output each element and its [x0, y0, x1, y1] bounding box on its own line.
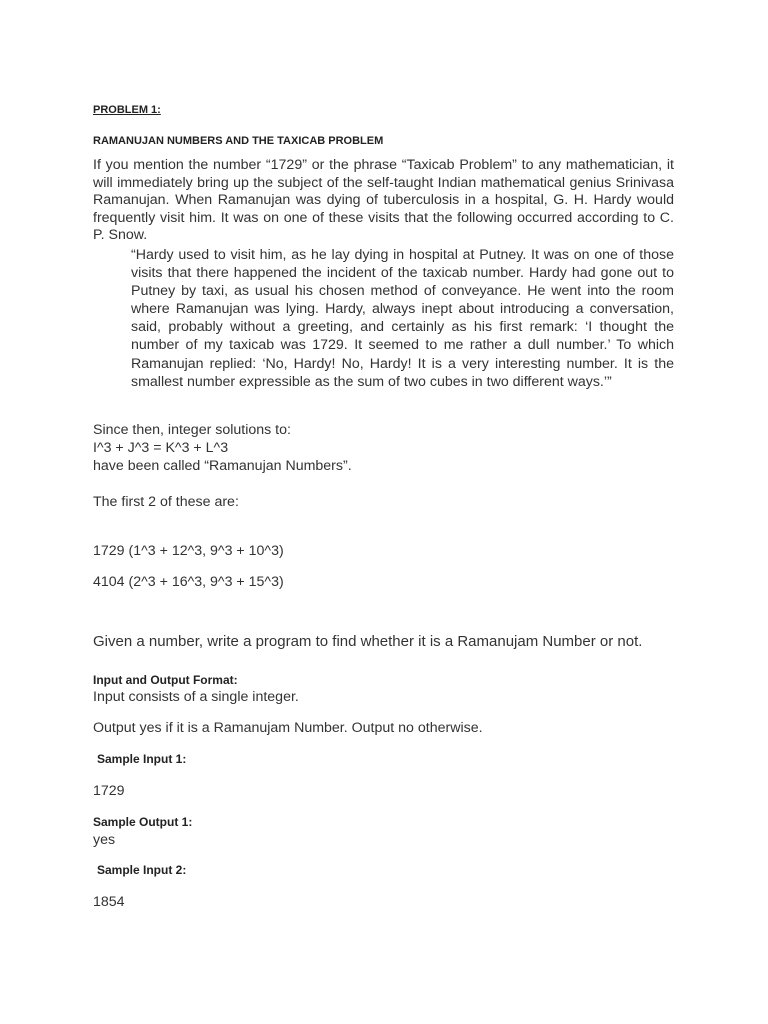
sample-input-1-value: 1729 — [93, 783, 125, 799]
sample-input-2-label: Sample Input 2: — [97, 863, 187, 877]
sample-input-1-label: Sample Input 1: — [97, 752, 187, 766]
snow-quote: “Hardy used to visit him, as he lay dying in hospital at Putney. It was on one of those visits that there happened the incident of the taxicab number. Hardy had gone out to Putney by taxi, as usual his chosen method of conveyance. He went into the room where Ramanujan was lying. Hardy, always inept about introducing a conversation, said, probably without a greeting, and certainly as his first remark: ‘I thought the number of my taxicab was 1729. It seemed to me rather a dull number.’ To which Ramanujan replied: ‘No, Hardy! No, Hardy! It is a very interesting number. It is the smallest number expressible as the sum of two cubes in two different ways.’” — [131, 247, 674, 390]
example-1729: 1729 (1^3 + 12^3, 9^3 + 10^3) — [93, 543, 284, 559]
first-two-line: The first 2 of these are: — [93, 494, 239, 510]
since-line: Since then, integer solutions to: — [93, 422, 291, 438]
called-line: have been called “Ramanujan Numbers”. — [93, 458, 352, 474]
output-description: Output yes if it is a Ramanujam Number. Output no otherwise. — [93, 720, 483, 736]
sample-output-1-value: yes — [93, 832, 116, 848]
format-label: Input and Output Format: — [93, 673, 238, 687]
problem-title: RAMANUJAN NUMBERS AND THE TAXICAB PROBLEM — [93, 135, 384, 147]
intro-paragraph: If you mention the number “1729” or the phrase “Taxicab Problem” to any mathematician, it will immediately bring up the subject of the self-taught Indian mathematical genius Srinivasa Ramanujan. When Ramanujan was dying of tuberculosis in a hospital, G. H. Hardy would frequently visit him. It was on one of these visits that the following occurred according to C. P. Snow. — [93, 157, 674, 244]
example-4104: 4104 (2^3 + 16^3, 9^3 + 15^3) — [93, 574, 284, 590]
sample-input-2-value: 1854 — [93, 894, 125, 910]
equation-line: I^3 + J^3 = K^3 + L^3 — [93, 440, 229, 456]
sample-output-1-label: Sample Output 1: — [93, 815, 193, 829]
problem-label: PROBLEM 1: — [93, 104, 161, 116]
input-description: Input consists of a single integer. — [93, 689, 299, 705]
task-statement: Given a number, write a program to find whether it is a Ramanujam Number or not. — [93, 633, 643, 650]
